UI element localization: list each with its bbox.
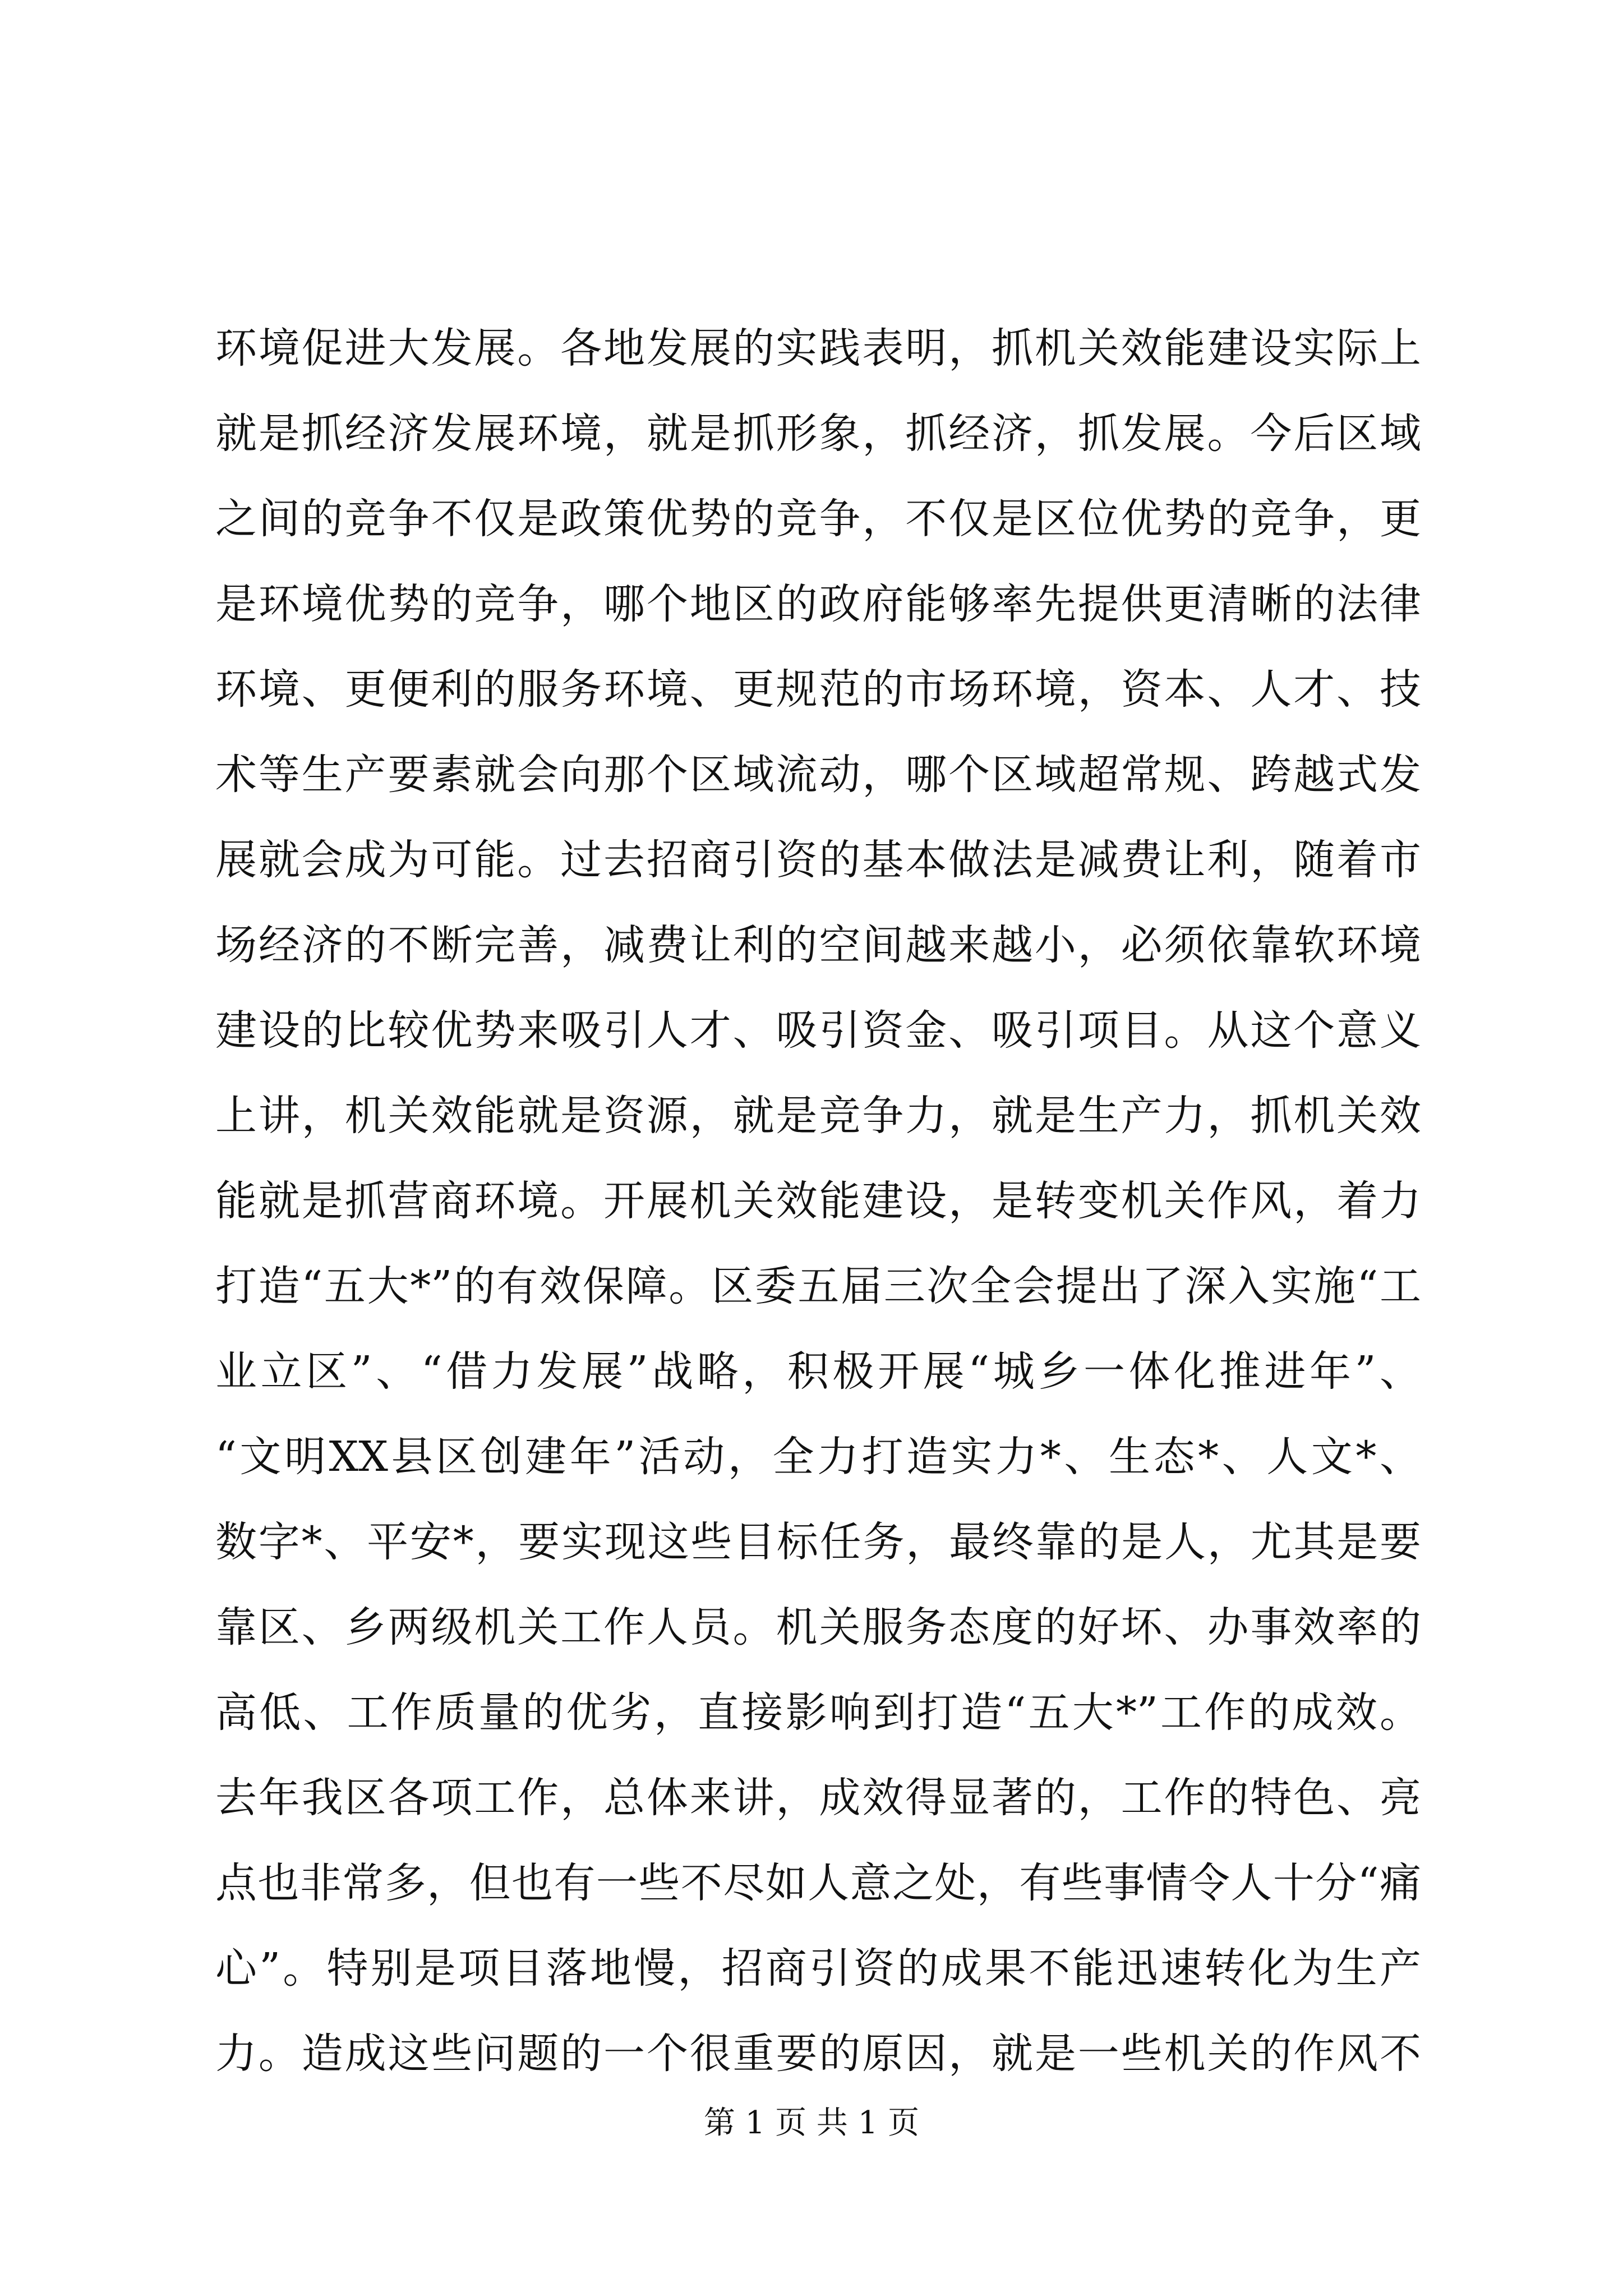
text-line: 上讲，机关效能就是资源，就是竞争力，就是生产力，抓机关效 bbox=[215, 1092, 1421, 1140]
text-line: 是环境优势的竞争，哪个地区的政府能够率先提供更清晰的法律 bbox=[215, 580, 1421, 628]
page-footer bbox=[0, 2098, 1623, 2143]
text-line: 点也非常多，但也有一些不尽如人意之处，有些事情令人十分“痛 bbox=[215, 1859, 1421, 1907]
text-line: 展就会成为可能。过去招商引资的基本做法是减费让利，随着市 bbox=[215, 836, 1421, 884]
page-number-label: 第 1 页 共 1 页 bbox=[703, 2105, 920, 2141]
text-line: 场经济的不断完善，减费让利的空间越来越小，必须依靠软环境 bbox=[215, 921, 1421, 969]
text-line: 心”。特别是项目落地慢，招商引资的成果不能迅速转化为生产 bbox=[215, 1944, 1421, 1993]
text-line: 环境促进大发展。各地发展的实践表明，抓机关效能建设实际上 bbox=[215, 324, 1421, 372]
text-line: 靠区、乡两级机关工作人员。机关服务态度的好坏、办事效率的 bbox=[215, 1603, 1421, 1651]
text-line: 术等生产要素就会向那个区域流动，哪个区域超常规、跨越式发 bbox=[215, 751, 1421, 799]
text-line: 建设的比较优势来吸引人才、吸引资金、吸引项目。从这个意义 bbox=[215, 1006, 1421, 1055]
text-line: 之间的竞争不仅是政策优势的竞争，不仅是区位优势的竞争，更 bbox=[215, 495, 1421, 543]
text-line: “文明XX县区创建年”活动，全力打造实力*、生态*、人文*、 bbox=[215, 1433, 1421, 1481]
text-line: 就是抓经济发展环境，就是抓形象，抓经济，抓发展。今后区域 bbox=[215, 409, 1421, 458]
text-line: 能就是抓营商环境。开展机关效能建设，是转变机关作风，着力 bbox=[215, 1177, 1421, 1225]
text-line: 业立区”、“借力发展”战略，积极开展“城乡一体化推进年”、 bbox=[215, 1347, 1421, 1396]
text-line: 高低、工作质量的优劣，直接影响到打造“五大*”工作的成效。 bbox=[215, 1688, 1421, 1737]
text-line: 去年我区各项工作，总体来讲，成效得显著的，工作的特色、亮 bbox=[215, 1774, 1421, 1822]
text-line: 打造“五大*”的有效保障。区委五届三次全会提出了深入实施“工 bbox=[215, 1262, 1421, 1310]
text-line: 力。造成这些问题的一个很重要的原因，就是一些机关的作风不 bbox=[215, 2030, 1421, 2078]
text-line: 数字*、平安*，要实现这些目标任务，最终靠的是人，尤其是要 bbox=[215, 1518, 1421, 1566]
text-line: 环境、更便利的服务环境、更规范的市场环境，资本、人才、技 bbox=[215, 665, 1421, 714]
body-text bbox=[215, 306, 1421, 2096]
